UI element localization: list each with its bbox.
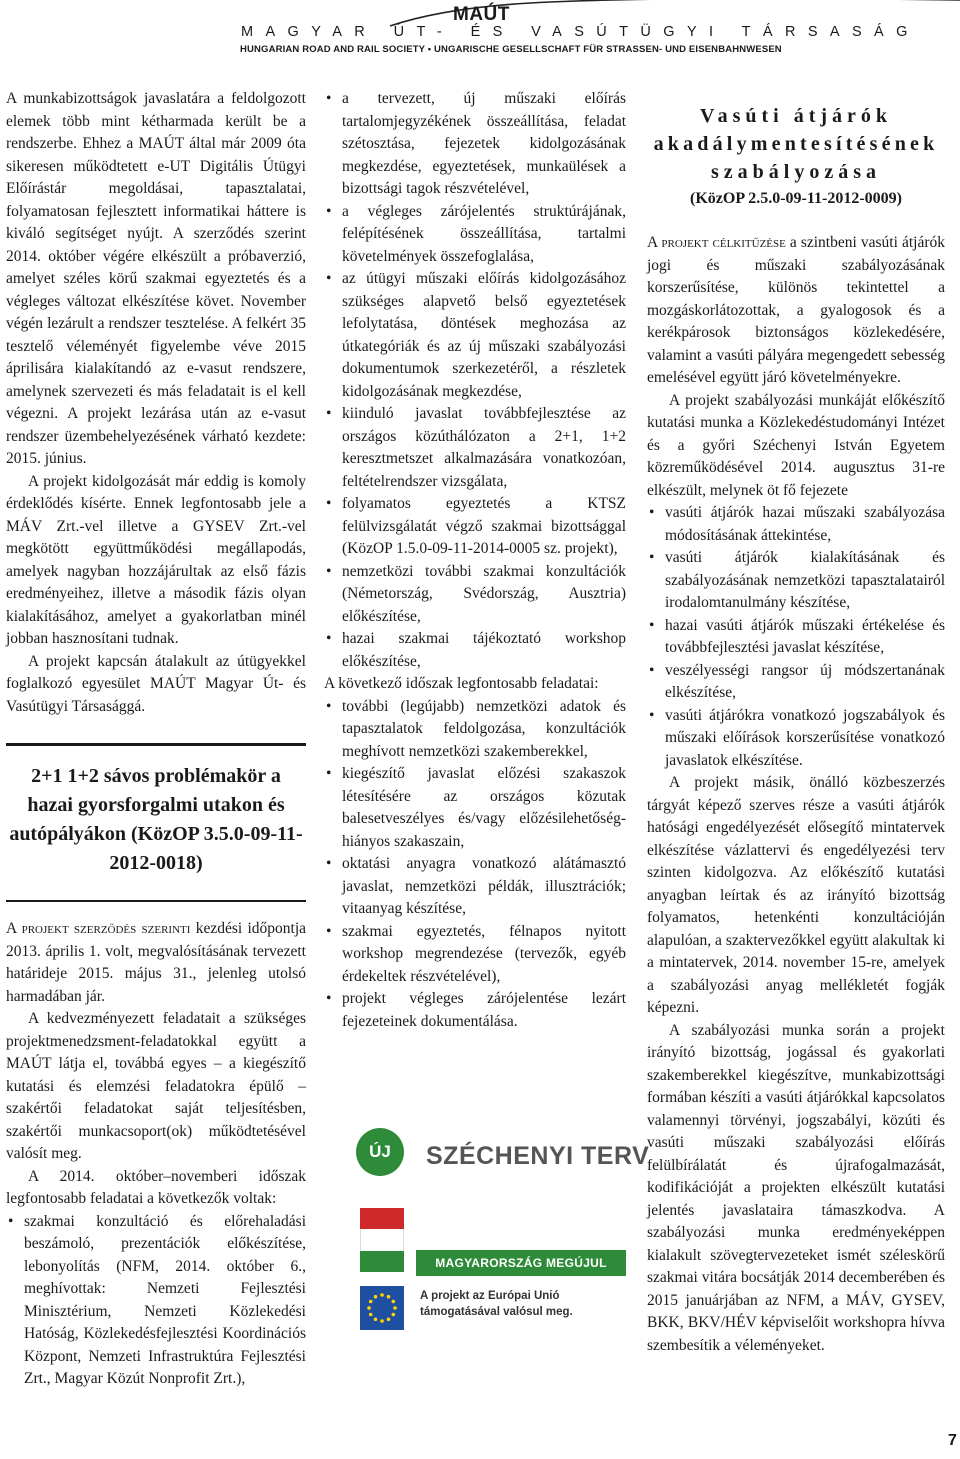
list-item: • további (legújabb) nemzetközi adatok és tapasztalatok feldolgozása, konzultációk meghívott nemzetközi szakemberekkel, xyxy=(324,696,626,764)
uj-badge: ÚJ xyxy=(356,1128,404,1176)
bullet-list xyxy=(324,88,626,673)
paragraph xyxy=(647,232,945,390)
bullet-list xyxy=(647,502,945,772)
paragraph: A projekt szabályozási munkáját előkészítő kutatási munka a Közlekedéstudományi Intézet és a győri Széchenyi István Egyetem közreműködésével 2014. augusztus 31-re elkészült, melynek öt fő fejezete xyxy=(647,391,945,499)
list-item: • hazai vasúti átjárók műszaki értékelése és továbbfejlesztési javaslat készítése, xyxy=(647,615,945,660)
title-line: szabályozása xyxy=(711,161,881,183)
paragraph: A kedvezményezett feladatait a szükséges projektmenedzsment-feladatokkal együtt a MAÚT látja el, továbbá egyes – a kiegészítő kutatási és elemzési feladatokra épülő – szakértői feladatokat saját teljesítésben, szakértői munkacsoport(ok) működtetésével valósít meg. xyxy=(6,1010,306,1162)
paragraph: A szabályozási munka során a projekt irányító bizottság, jogással és gyakorlati szakemberekkel kiegészítve, munkabizottsági formában készíti a vasúti átjárókkal kapcsolatos valamennyi törvényi, jogszabályi, közúti és vasúti műszaki szabályozási előírás felülbírálatát és újrafogalmazását, kodifikációját a projekten elkészült kutatási jelentés javaslataira támaszkodva. A szabályozási munka eredményeképpen kialakult szövegtervezeteket ismét széleskörű szakmai vitára bocsátják 2014 decemberében és 2015 januárjában az NFM, a MÁV, GYSEV, BKK, BKV/HÉV képviselőit workshopra hívva szembesítik a véleményeket. xyxy=(647,1021,945,1354)
lead-in: A projekt célkitűzése xyxy=(647,234,786,251)
org-subtitle: HUNGARIAN ROAD AND RAIL SOCIETY • UNGARISCHE GESELLSCHAFT FÜR STRASSEN- UND EISENBAHNWESEN xyxy=(240,44,782,55)
paragraph-text: kezdési időpontja 2013. április 1. volt, megvalósításának tervezett határideje 2015. május 31., jelenleg utolsó harmadában jár. xyxy=(6,920,307,1005)
section-title xyxy=(647,102,945,212)
paragraph: A következő időszak legfontosabb feladatai: xyxy=(324,675,599,692)
szechenyi-terv-title: SZÉCHENYI TERV xyxy=(426,1142,650,1170)
page-number: 7 xyxy=(948,1432,957,1449)
hungarian-flag-icon xyxy=(360,1208,404,1272)
list-item: • folyamatos egyeztetés a KTSZ felülvizsgálatát végző szakmai bizottsággal (KözOP 1.5.0-09-11-2014-0005 sz. projekt), xyxy=(324,493,626,561)
section-title: 2+1 1+2 sávos problémakör a hazai gyorsforgalmi utakon és autópályákon (KözOP 3.5.0-09-11-2012-0018) xyxy=(9,765,303,874)
list-item: • az útügyi műszaki előírás kidolgozásához szükséges alapvető belső egyeztetések lefolytatása, döntések meghozása az útkategóriák és az új műszaki szabályozási dokumentumok szerkezetéről, a részletek kidolgozásának megkezdése, xyxy=(324,268,626,403)
column-left xyxy=(6,88,306,1391)
paragraph: A projekt kapcsán átalakult az útügyekkel foglalkozó egyesület MAÚT Magyar Út- és Vasútügyi Társasággá. xyxy=(6,652,306,715)
page-header xyxy=(0,0,960,60)
org-name: MAGYAR ÚT- ÉS VASÚTÜGYI TÁRSASÁG xyxy=(241,24,920,40)
bullet-list xyxy=(6,1211,306,1391)
maut-logo-text: MAÚT xyxy=(453,4,510,25)
paragraph: A munkabizottságok javaslatára a feldolgozott elemek több mint kétharmada került be a rendszerbe. Ehhez a MAÚT által már 2009 óta sikeresen működtetett e-UT Digitális Útügyi Előírástár megoldásai, tapasztalatai, folyamatosan fejlesztett informatikai háttere is kiváló segítséget nyújt. A szerződés szerint 2014. október végére elkészült a próbaverzió, amelyet széles körű szakmai egyeztetés és a végleges változat elkészítése követ. November végén lezárult a rendszer tesztelése. A felkért 35 tesztelő véleményét figyelembe véve 2015 áprilisára kialakítandó az e-vasut rendszere, amelynek szervezeti és más feladatait is el kell végezni. A projekt lezárása után az e-vasut rendszer üzembehelyezésének várható kezdete: 2015. június. xyxy=(6,90,306,467)
title-line: Vasúti átjárók xyxy=(699,105,893,127)
lead-in: A projekt szerződés szerinti xyxy=(6,920,191,937)
paragraph: A 2014. október–novemberi időszak legfontosabb feladatai a következők voltak: xyxy=(6,1167,306,1207)
list-item: • oktatási anyagra vonatkozó alátámasztó javaslat, nemzetközi példák, illusztrációk; vitaanyag készítése, xyxy=(324,853,626,921)
paragraph xyxy=(6,918,306,1008)
title-line: (KözOP 2.5.0-09-11-2012-0009) xyxy=(690,190,902,207)
section-rule xyxy=(6,900,306,902)
list-item: • a végleges zárójelentés struktúrájának, felépítésének összeállítása, tartalmi követelmények összefoglalása, xyxy=(324,201,626,269)
list-item: • projekt végleges zárójelentése lezárt fejezeteinek dokumentálása. xyxy=(324,988,626,1033)
list-item: • kiinduló javaslat továbbfejlesztése az országos közúthálózaton a 2+1, 1+2 keresztmetszet alkalmazására vonatkozóan, feltételrendszer vizsgálata, xyxy=(324,403,626,493)
list-item: • vasúti átjárók hazai műszaki szabályozása módosításának áttekintése, xyxy=(647,502,945,547)
paragraph: A projekt kidolgozását már eddig is komoly érdeklődés kísérte. Ennek legfontosabb jele a MÁV Zrt.-vel illetve a GYSEV Zrt.-vel megkötött együttműködési megállapodás, amelyek nagyban hozzájárultak az első fázis eredményeihez, illetve a második fázis olyan kialakításához, amelyet a gyakorlatban minél jobban hasznosítani tudnak. xyxy=(6,472,306,647)
magyarorszag-megujul-banner: MAGYARORSZÁG MEGÚJUL xyxy=(416,1250,626,1276)
list-item: • vasúti átjárók kialakításának és szabályozásának nemzetközi tapasztalatairól irodalomtanulmány készítése, xyxy=(647,547,945,615)
list-item: • szakmai egyeztetés, félnapos nyitott workshop megrendezése (tervezők, egyéb érdekeltek részvételével), xyxy=(324,921,626,989)
list-item: • vasúti átjárókra vonatkozó jogszabályok és műszaki előírások korszerűsítése vonatkozó javaslatok elkészítése. xyxy=(647,705,945,773)
list-item: • kiegészítő javaslat előzési szakaszok létesítésére az országos közutak balesetveszélyes és/vagy előzésilehetőség-hiányos szakaszain, xyxy=(324,763,626,853)
eu-flag-icon xyxy=(360,1286,404,1330)
title-line: akadálymentesítésének xyxy=(653,133,939,155)
eu-support-text: A projekt az Európai Unió támogatásával valósul meg. xyxy=(420,1290,573,1318)
column-middle xyxy=(324,88,626,1033)
szechenyi-terv-logo xyxy=(356,1128,650,1348)
list-item: • a tervezett, új műszaki előírás tartalomjegyzékének összeállítása, feladat szétosztása, fejezetek kidolgozásának megkezdése, egyeztetések, munkaülések a bizottsági tagok részvételével, xyxy=(324,88,626,201)
list-item: • nemzetközi további szakmai konzultációk (Németország, Svédország, Ausztria) előkészítése, xyxy=(324,561,626,629)
paragraph: A projekt másik, önálló közbeszerzés tárgyát képező szerves része a vasúti átjárók hatósági engedélyezését elősegítő mintatervek elkészítése vázlattervi és engedélyezési terv szinten kidolgozva. Az előkészítő kutatási anyagban leírtak és az irányító bizottság folyamatos, hetenkénti konzultációján alapulóan, a szaktervezőkkel együtt alakultak ki a mintatervek, 2014. november 15-re, amelyek a szabályozási anyag mellékletét fogják képezni. xyxy=(647,774,945,1016)
list-item: • szakmai konzultáció és előrehaladási beszámoló, prezentációk előkészítése, lebonyolítás (NFM, 2014. október 6., meghívottak: Nemzeti Fejlesztési Minisztérium, Nemzeti Közlekedési Hatóság, Közlekedésfejlesztési Koordinációs Központ, Nemzeti Infrastruktúra Fejlesztési Zrt., Magyar Közút Nonprofit Zrt.), xyxy=(6,1211,306,1391)
column-right xyxy=(647,102,945,1357)
list-item: • veszélyességi rangsor új módszertanának elkészítése, xyxy=(647,660,945,705)
bullet-list xyxy=(324,696,626,1034)
paragraph-text: a szintbeni vasúti átjárók jogi és műszaki szabályozásának korszerűsítése, különös tekintettel a mozgáskorlátozottak, a gyalogosok és a kerékpárosok biztonságos közlekedésére, valamint a vasúti pályára megengedett sebesség emelésével együtt járó követelményekre. xyxy=(647,234,945,386)
list-item: • hazai szakmai tájékoztató workshop előkészítése, xyxy=(324,628,626,673)
section-rule xyxy=(6,743,306,746)
